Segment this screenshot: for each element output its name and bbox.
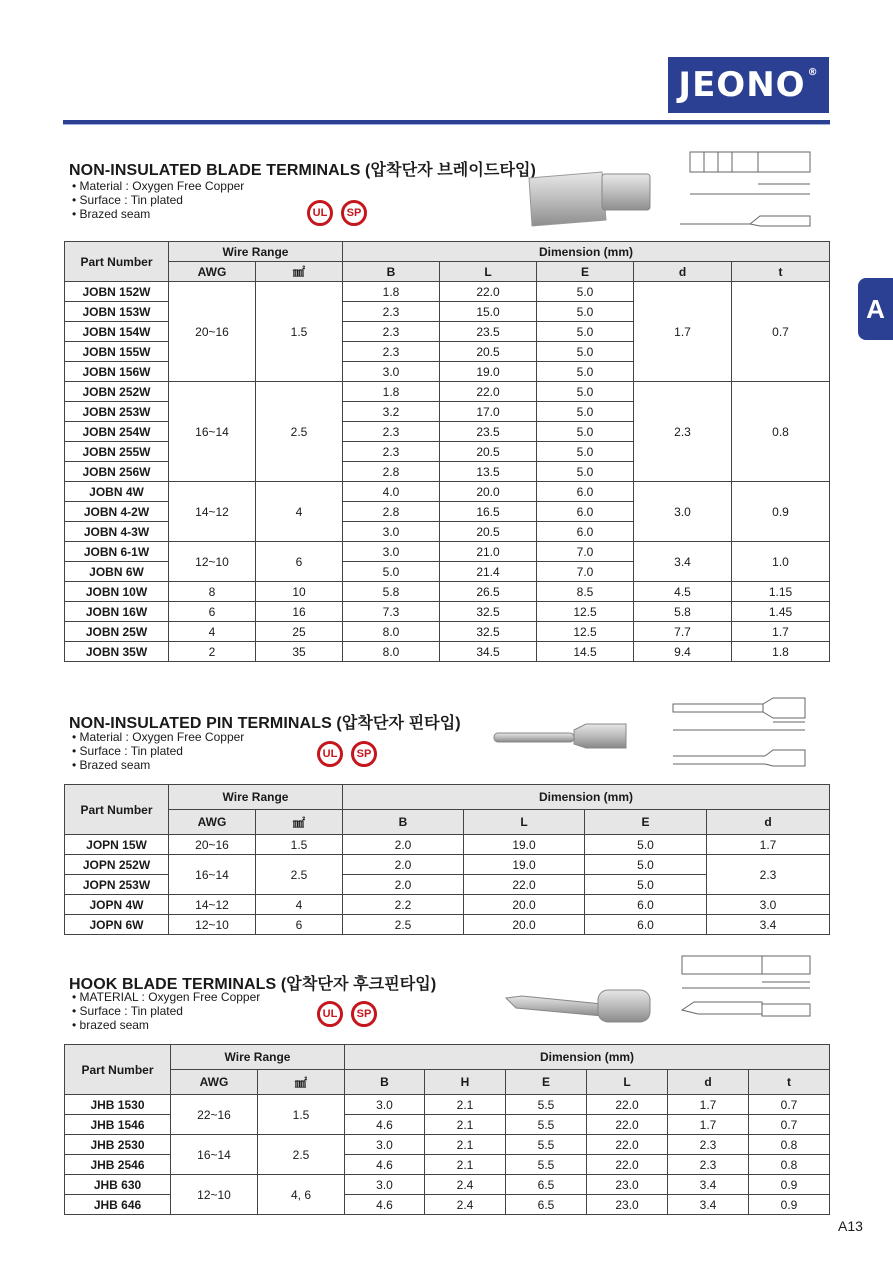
l-cell: 19.0 bbox=[440, 362, 537, 382]
awg-cell: 12~10 bbox=[169, 542, 256, 582]
l-cell: 20.5 bbox=[440, 522, 537, 542]
d-cell: 3.4 bbox=[668, 1175, 749, 1195]
csa-cert-icon: SP bbox=[341, 200, 367, 226]
b-cell: 2.3 bbox=[343, 322, 440, 342]
e-cell: 5.0 bbox=[585, 875, 707, 895]
l-cell: 32.5 bbox=[440, 602, 537, 622]
part-number: JOBN 10W bbox=[65, 582, 169, 602]
part-number: JHB 2546 bbox=[65, 1155, 171, 1175]
e-cell: 7.0 bbox=[537, 562, 634, 582]
d-cell: 1.7 bbox=[707, 835, 830, 855]
t-cell: 0.8 bbox=[749, 1155, 830, 1175]
l-cell: 22.0 bbox=[587, 1095, 668, 1115]
mm2-cell: 4, 6 bbox=[258, 1175, 345, 1215]
e-cell: 5.5 bbox=[506, 1155, 587, 1175]
col-header-b: B bbox=[343, 810, 464, 835]
d-cell: 4.5 bbox=[634, 582, 732, 602]
b-cell: 2.2 bbox=[343, 895, 464, 915]
col-header-mm2: ㎟ bbox=[256, 262, 343, 282]
mm2-cell: 6 bbox=[256, 542, 343, 582]
d-cell: 3.4 bbox=[707, 915, 830, 935]
col-header-t: t bbox=[732, 262, 830, 282]
l-cell: 20.0 bbox=[440, 482, 537, 502]
b-cell: 4.0 bbox=[343, 482, 440, 502]
awg-cell: 16~14 bbox=[169, 382, 256, 482]
csa-cert-icon: SP bbox=[351, 741, 377, 767]
part-number: JHB 630 bbox=[65, 1175, 171, 1195]
section-title-hook: HOOK BLADE TERMINALS (압착단자 후크핀타입) bbox=[69, 976, 437, 993]
e-cell: 14.5 bbox=[537, 642, 634, 662]
col-header-l: L bbox=[464, 810, 585, 835]
l-cell: 22.0 bbox=[464, 875, 585, 895]
d-cell: 3.0 bbox=[707, 895, 830, 915]
section-title-pin: NON-INSULATED PIN TERMINALS (압착단자 핀타입) bbox=[69, 715, 461, 732]
e-cell: 5.0 bbox=[537, 462, 634, 482]
mm2-cell: 6 bbox=[256, 915, 343, 935]
d-cell: 3.4 bbox=[668, 1195, 749, 1215]
e-cell: 5.0 bbox=[537, 442, 634, 462]
awg-cell: 22~16 bbox=[171, 1095, 258, 1135]
section-tab: A bbox=[858, 278, 893, 340]
col-header-awg: AWG bbox=[171, 1070, 258, 1095]
part-number: JOBN 4-2W bbox=[65, 502, 169, 522]
table-row bbox=[65, 622, 830, 642]
table-row bbox=[65, 282, 830, 302]
e-cell: 5.5 bbox=[506, 1115, 587, 1135]
l-cell: 20.0 bbox=[464, 895, 585, 915]
h-cell: 2.1 bbox=[425, 1135, 506, 1155]
table-row bbox=[65, 915, 830, 935]
h-cell: 2.4 bbox=[425, 1195, 506, 1215]
pin-specs bbox=[72, 730, 244, 772]
col-header-awg: AWG bbox=[169, 262, 256, 282]
t-cell: 0.7 bbox=[749, 1115, 830, 1135]
mm2-cell: 1.5 bbox=[258, 1095, 345, 1135]
hook-dimension-drawing bbox=[668, 948, 830, 1036]
col-header-wire: Wire Range bbox=[171, 1045, 345, 1070]
part-number: JOBN 35W bbox=[65, 642, 169, 662]
mm2-cell: 25 bbox=[256, 622, 343, 642]
spec-material: • Material : Oxygen Free Copper bbox=[72, 179, 244, 193]
l-cell: 22.0 bbox=[440, 282, 537, 302]
awg-cell: 14~12 bbox=[169, 895, 256, 915]
part-number: JOPN 6W bbox=[65, 915, 169, 935]
part-number: JOBN 153W bbox=[65, 302, 169, 322]
table-row bbox=[65, 835, 830, 855]
e-cell: 6.0 bbox=[585, 895, 707, 915]
b-cell: 4.6 bbox=[345, 1115, 425, 1135]
d-cell: 3.0 bbox=[634, 482, 732, 542]
col-header-wire: Wire Range bbox=[169, 785, 343, 810]
spec-seam: • Brazed seam bbox=[72, 758, 244, 772]
b-cell: 2.0 bbox=[343, 875, 464, 895]
awg-cell: 16~14 bbox=[171, 1135, 258, 1175]
mm2-cell: 16 bbox=[256, 602, 343, 622]
spec-seam: • Brazed seam bbox=[72, 207, 244, 221]
table-row bbox=[65, 855, 830, 875]
b-cell: 3.0 bbox=[343, 542, 440, 562]
mm2-cell: 2.5 bbox=[256, 382, 343, 482]
part-number: JOBN 16W bbox=[65, 602, 169, 622]
d-cell: 1.7 bbox=[634, 282, 732, 382]
table-row bbox=[65, 1175, 830, 1195]
e-cell: 5.0 bbox=[537, 382, 634, 402]
l-cell: 19.0 bbox=[464, 855, 585, 875]
col-header-b: B bbox=[343, 262, 440, 282]
d-cell: 3.4 bbox=[634, 542, 732, 582]
part-number: JHB 1530 bbox=[65, 1095, 171, 1115]
ul-cert-icon: UL bbox=[317, 741, 343, 767]
awg-cell: 14~12 bbox=[169, 482, 256, 542]
part-number: JOBN 154W bbox=[65, 322, 169, 342]
table-row bbox=[65, 542, 830, 562]
d-cell: 2.3 bbox=[707, 855, 830, 895]
mm2-cell: 1.5 bbox=[256, 282, 343, 382]
col-header-l: L bbox=[587, 1070, 668, 1095]
part-number: JOBN 254W bbox=[65, 422, 169, 442]
l-cell: 23.0 bbox=[587, 1195, 668, 1215]
spec-surface: • Surface : Tin plated bbox=[72, 1004, 260, 1018]
part-number: JOBN 152W bbox=[65, 282, 169, 302]
l-cell: 34.5 bbox=[440, 642, 537, 662]
col-header-e: E bbox=[506, 1070, 587, 1095]
part-number: JOBN 4-3W bbox=[65, 522, 169, 542]
col-header-dimension: Dimension (mm) bbox=[345, 1045, 830, 1070]
b-cell: 5.0 bbox=[343, 562, 440, 582]
b-cell: 2.8 bbox=[343, 502, 440, 522]
csa-cert-icon: SP bbox=[351, 1001, 377, 1027]
b-cell: 8.0 bbox=[343, 642, 440, 662]
col-header-part: Part Number bbox=[65, 785, 169, 835]
t-cell: 0.8 bbox=[732, 382, 830, 482]
col-header-d: d bbox=[707, 810, 830, 835]
part-number: JOBN 256W bbox=[65, 462, 169, 482]
l-cell: 22.0 bbox=[587, 1155, 668, 1175]
e-cell: 5.5 bbox=[506, 1095, 587, 1115]
b-cell: 2.8 bbox=[343, 462, 440, 482]
e-cell: 12.5 bbox=[537, 622, 634, 642]
l-cell: 20.5 bbox=[440, 442, 537, 462]
b-cell: 4.6 bbox=[345, 1155, 425, 1175]
l-cell: 26.5 bbox=[440, 582, 537, 602]
table-row bbox=[65, 642, 830, 662]
b-cell: 2.5 bbox=[343, 915, 464, 935]
d-cell: 5.8 bbox=[634, 602, 732, 622]
col-header-t: t bbox=[749, 1070, 830, 1095]
col-header-l: L bbox=[440, 262, 537, 282]
l-cell: 20.5 bbox=[440, 342, 537, 362]
col-header-b: B bbox=[345, 1070, 425, 1095]
l-cell: 21.4 bbox=[440, 562, 537, 582]
hook-specs bbox=[72, 990, 260, 1032]
d-cell: 2.3 bbox=[668, 1155, 749, 1175]
table-row bbox=[65, 602, 830, 622]
awg-cell: 12~10 bbox=[169, 915, 256, 935]
d-cell: 9.4 bbox=[634, 642, 732, 662]
l-cell: 16.5 bbox=[440, 502, 537, 522]
ul-cert-icon: UL bbox=[307, 200, 333, 226]
d-cell: 1.7 bbox=[668, 1115, 749, 1135]
b-cell: 3.0 bbox=[343, 362, 440, 382]
part-number: JOBN 4W bbox=[65, 482, 169, 502]
e-cell: 5.0 bbox=[537, 302, 634, 322]
b-cell: 3.0 bbox=[345, 1135, 425, 1155]
awg-cell: 20~16 bbox=[169, 835, 256, 855]
l-cell: 22.0 bbox=[587, 1115, 668, 1135]
b-cell: 1.8 bbox=[343, 382, 440, 402]
awg-cell: 6 bbox=[169, 602, 256, 622]
awg-cell: 20~16 bbox=[169, 282, 256, 382]
brand-logo: JEONO ® bbox=[668, 57, 829, 113]
col-header-wire: Wire Range bbox=[169, 242, 343, 262]
part-number: JOPN 15W bbox=[65, 835, 169, 855]
l-cell: 22.0 bbox=[587, 1135, 668, 1155]
b-cell: 3.0 bbox=[343, 522, 440, 542]
mm2-cell: 4 bbox=[256, 895, 343, 915]
d-cell: 2.3 bbox=[634, 382, 732, 482]
e-cell: 5.0 bbox=[537, 402, 634, 422]
blade-specs bbox=[72, 179, 244, 221]
e-cell: 5.0 bbox=[585, 855, 707, 875]
t-cell: 0.9 bbox=[749, 1175, 830, 1195]
mm2-cell: 1.5 bbox=[256, 835, 343, 855]
b-cell: 4.6 bbox=[345, 1195, 425, 1215]
t-cell: 1.45 bbox=[732, 602, 830, 622]
part-number: JOBN 253W bbox=[65, 402, 169, 422]
awg-cell: 16~14 bbox=[169, 855, 256, 895]
table-row bbox=[65, 1095, 830, 1115]
h-cell: 2.1 bbox=[425, 1095, 506, 1115]
awg-cell: 2 bbox=[169, 642, 256, 662]
b-cell: 2.0 bbox=[343, 855, 464, 875]
hook-terminal-photo bbox=[502, 980, 656, 1026]
e-cell: 6.5 bbox=[506, 1175, 587, 1195]
b-cell: 1.8 bbox=[343, 282, 440, 302]
e-cell: 6.0 bbox=[537, 522, 634, 542]
t-cell: 0.7 bbox=[749, 1095, 830, 1115]
e-cell: 12.5 bbox=[537, 602, 634, 622]
spec-seam: • brazed seam bbox=[72, 1018, 260, 1032]
e-cell: 6.5 bbox=[506, 1195, 587, 1215]
mm2-cell: 2.5 bbox=[256, 855, 343, 895]
mm2-cell: 35 bbox=[256, 642, 343, 662]
e-cell: 5.0 bbox=[537, 362, 634, 382]
mm2-cell: 4 bbox=[256, 482, 343, 542]
l-cell: 22.0 bbox=[440, 382, 537, 402]
page-number: A13 bbox=[838, 1218, 863, 1234]
t-cell: 0.8 bbox=[749, 1135, 830, 1155]
col-header-part: Part Number bbox=[65, 242, 169, 282]
e-cell: 7.0 bbox=[537, 542, 634, 562]
blade-dimension-drawing bbox=[660, 144, 830, 240]
part-number: JOPN 4W bbox=[65, 895, 169, 915]
b-cell: 5.8 bbox=[343, 582, 440, 602]
col-header-mm2: ㎟ bbox=[258, 1070, 345, 1095]
cert-logos bbox=[307, 200, 367, 226]
table-row bbox=[65, 1135, 830, 1155]
part-number: JOBN 255W bbox=[65, 442, 169, 462]
part-number: JHB 2530 bbox=[65, 1135, 171, 1155]
e-cell: 6.0 bbox=[537, 502, 634, 522]
col-header-d: d bbox=[634, 262, 732, 282]
ul-cert-icon: UL bbox=[317, 1001, 343, 1027]
section-title-blade: NON-INSULATED BLADE TERMINALS (압착단자 브레이드타입) bbox=[69, 162, 536, 179]
l-cell: 23.5 bbox=[440, 322, 537, 342]
d-cell: 2.3 bbox=[668, 1135, 749, 1155]
part-number: JOBN 6-1W bbox=[65, 542, 169, 562]
pin-terminal-photo bbox=[492, 716, 628, 756]
part-number: JOBN 156W bbox=[65, 362, 169, 382]
col-header-d: d bbox=[668, 1070, 749, 1095]
t-cell: 1.8 bbox=[732, 642, 830, 662]
t-cell: 1.15 bbox=[732, 582, 830, 602]
col-header-e: E bbox=[537, 262, 634, 282]
h-cell: 2.4 bbox=[425, 1175, 506, 1195]
part-number: JOPN 253W bbox=[65, 875, 169, 895]
e-cell: 5.0 bbox=[537, 422, 634, 442]
e-cell: 6.0 bbox=[585, 915, 707, 935]
l-cell: 13.5 bbox=[440, 462, 537, 482]
t-cell: 0.9 bbox=[749, 1195, 830, 1215]
d-cell: 7.7 bbox=[634, 622, 732, 642]
col-header-h: H bbox=[425, 1070, 506, 1095]
e-cell: 5.0 bbox=[537, 282, 634, 302]
l-cell: 20.0 bbox=[464, 915, 585, 935]
b-cell: 2.3 bbox=[343, 422, 440, 442]
e-cell: 8.5 bbox=[537, 582, 634, 602]
table-row bbox=[65, 482, 830, 502]
b-cell: 2.3 bbox=[343, 342, 440, 362]
part-number: JOBN 25W bbox=[65, 622, 169, 642]
b-cell: 3.0 bbox=[345, 1095, 425, 1115]
col-header-e: E bbox=[585, 810, 707, 835]
table-row bbox=[65, 382, 830, 402]
b-cell: 2.3 bbox=[343, 442, 440, 462]
part-number: JOPN 252W bbox=[65, 855, 169, 875]
cert-logos bbox=[317, 1001, 377, 1027]
e-cell: 5.0 bbox=[537, 322, 634, 342]
pin-dimension-drawing bbox=[655, 692, 830, 777]
awg-cell: 8 bbox=[169, 582, 256, 602]
b-cell: 3.0 bbox=[345, 1175, 425, 1195]
awg-cell: 4 bbox=[169, 622, 256, 642]
e-cell: 5.0 bbox=[585, 835, 707, 855]
col-header-mm2: ㎟ bbox=[256, 810, 343, 835]
e-cell: 6.0 bbox=[537, 482, 634, 502]
d-cell: 1.7 bbox=[668, 1095, 749, 1115]
t-cell: 1.0 bbox=[732, 542, 830, 582]
spec-surface: • Surface : Tin plated bbox=[72, 193, 244, 207]
b-cell: 7.3 bbox=[343, 602, 440, 622]
l-cell: 17.0 bbox=[440, 402, 537, 422]
part-number: JHB 1546 bbox=[65, 1115, 171, 1135]
b-cell: 3.2 bbox=[343, 402, 440, 422]
hook-terminals-table bbox=[64, 1044, 830, 1215]
part-number: JOBN 155W bbox=[65, 342, 169, 362]
mm2-cell: 10 bbox=[256, 582, 343, 602]
e-cell: 5.0 bbox=[537, 342, 634, 362]
l-cell: 23.5 bbox=[440, 422, 537, 442]
table-row bbox=[65, 582, 830, 602]
part-number: JOBN 6W bbox=[65, 562, 169, 582]
b-cell: 2.0 bbox=[343, 835, 464, 855]
mm2-cell: 2.5 bbox=[258, 1135, 345, 1175]
header-rule-light bbox=[63, 124, 830, 125]
l-cell: 23.0 bbox=[587, 1175, 668, 1195]
e-cell: 5.5 bbox=[506, 1135, 587, 1155]
b-cell: 2.3 bbox=[343, 302, 440, 322]
awg-cell: 12~10 bbox=[171, 1175, 258, 1215]
part-number: JOBN 252W bbox=[65, 382, 169, 402]
t-cell: 0.7 bbox=[732, 282, 830, 382]
spec-material: • Material : Oxygen Free Copper bbox=[72, 730, 244, 744]
col-header-dimension: Dimension (mm) bbox=[343, 242, 830, 262]
part-number: JHB 646 bbox=[65, 1195, 171, 1215]
h-cell: 2.1 bbox=[425, 1115, 506, 1135]
table-row bbox=[65, 895, 830, 915]
h-cell: 2.1 bbox=[425, 1155, 506, 1175]
spec-material: • MATERIAL : Oxygen Free Copper bbox=[72, 990, 260, 1004]
blade-terminal-photo bbox=[524, 160, 654, 235]
l-cell: 32.5 bbox=[440, 622, 537, 642]
l-cell: 15.0 bbox=[440, 302, 537, 322]
t-cell: 1.7 bbox=[732, 622, 830, 642]
blade-terminals-table bbox=[64, 241, 830, 662]
col-header-dimension: Dimension (mm) bbox=[343, 785, 830, 810]
col-header-part: Part Number bbox=[65, 1045, 171, 1095]
spec-surface: • Surface : Tin plated bbox=[72, 744, 244, 758]
col-header-awg: AWG bbox=[169, 810, 256, 835]
pin-terminals-table bbox=[64, 784, 830, 935]
b-cell: 8.0 bbox=[343, 622, 440, 642]
t-cell: 0.9 bbox=[732, 482, 830, 542]
l-cell: 19.0 bbox=[464, 835, 585, 855]
cert-logos bbox=[317, 741, 377, 767]
l-cell: 21.0 bbox=[440, 542, 537, 562]
